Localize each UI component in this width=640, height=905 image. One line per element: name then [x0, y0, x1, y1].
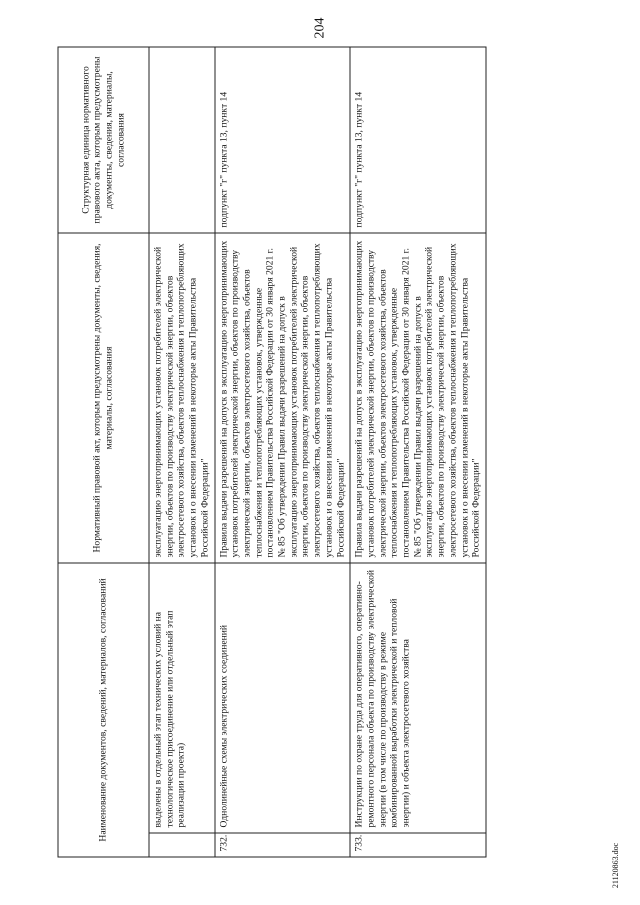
table-row [215, 47, 351, 857]
rotated-table-container [58, 48, 583, 858]
header-act: Нормативный правовой акт, которым предусмотрены документы, сведения, материалы, согласования [58, 233, 149, 563]
row-number [149, 833, 215, 857]
table-row [350, 47, 486, 857]
row-number: 733. [350, 833, 486, 857]
header-unit: Структурная единица нормативного правового акта, которым предусмотрены документы, сведения, материалы, согласования [58, 47, 149, 233]
row-unit [149, 47, 215, 233]
table-header-row [58, 47, 149, 857]
row-act: эксплуатацию энергопринимающих установок потребителей электрической энергии, объектов по производству электрической энергии, объектов электросетевого хозяйства, объектов теплоснабжения и теплопотребляющих установок и о внесении изменений в некоторые акты Правительства Российской Федерации" [149, 233, 215, 563]
page-number-text: 204 [312, 17, 327, 39]
header-name: Наименование документов, сведений, материалов, согласований [58, 563, 149, 857]
row-number: 732. [215, 833, 351, 857]
footer-filename [606, 830, 626, 900]
regulation-table [58, 47, 487, 858]
row-name: Инструкции по охране труда для оперативного, оперативно-ремонтного персонала объекта по производству электрической энергии (в том числе по производству в режиме комбинированной выработки электрической и тепловой энергии) и объекта электросетевого хозяйства [350, 563, 486, 833]
row-act: Правила выдачи разрешений на допуск в эксплуатацию энергопринимающих установок потребителей электрической энергии, объектов по производству электрической энергии, объектов электросетевого хозяйства, объектов теплоснабжения и теплопотребляющих установок, утвержденные постановлением Правительства Российской Федерации от 30 января 2021 г. № 85 "Об утверждении Правил выдачи разрешений на допуск в эксплуатацию энергопринимающих установок потребителей электрической энергии, объектов по производству электрической энергии, объектов электросетевого хозяйства, объектов теплоснабжения и теплопотребляющих установок и о внесении изменений в некоторые акты Правительства Российской Федерации" [350, 233, 486, 563]
table-row [149, 47, 215, 857]
row-name: выделены в отдельный этап технических условий на технологическое присоединение или отдельный этап реализации проекта) [149, 563, 215, 833]
row-unit: подпункт "г" пункта 13, пункт 14 [350, 47, 486, 233]
row-unit: подпункт "г" пункта 13, пункт 14 [215, 47, 351, 233]
row-name: Однолинейные схемы электрических соединений [215, 563, 351, 833]
row-act: Правила выдачи разрешений на допуск в эксплуатацию энергопринимающих установок потребителей электрической энергии, объектов по производству электрической энергии, объектов электросетевого хозяйства, объектов теплоснабжения и теплопотребляющих установок, утвержденные постановлением Правительства Российской Федерации от 30 января 2021 г. № 85 "Об утверждении Правил выдачи разрешений на допуск в эксплуатацию энергопринимающих установок потребителей электрической энергии, объектов по производству электрической энергии, объектов электросетевого хозяйства, объектов теплоснабжения и теплопотребляющих установок и о внесении изменений в некоторые акты Правительства Российской Федерации" [215, 233, 351, 563]
footer-filename-text: 21120863.doc [611, 842, 621, 888]
